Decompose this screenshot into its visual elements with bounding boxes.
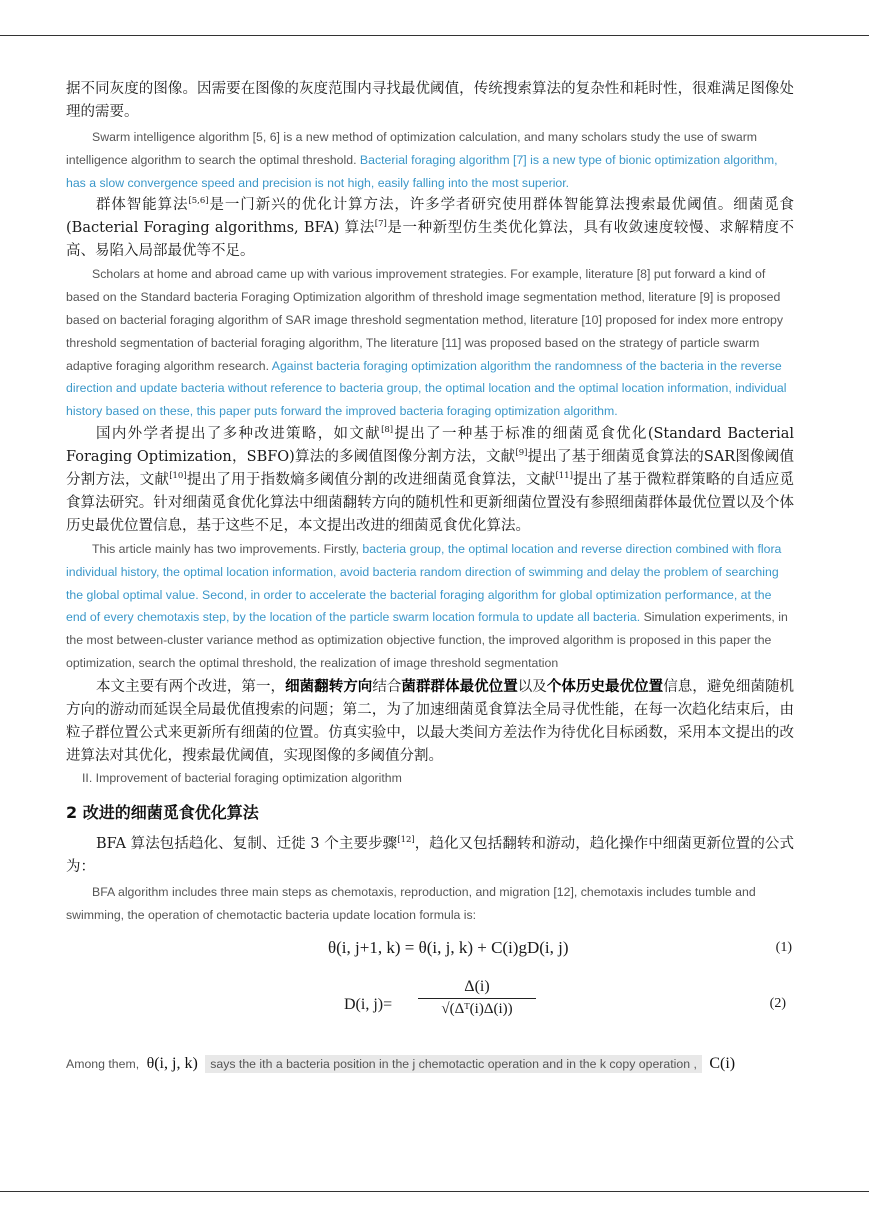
text: II. Improvement of bacterial foraging optimization algorithm <box>82 770 402 785</box>
text: 信息，避免细菌随机方向的游动而延误全局最优值搜索的问题；第二，为了加速细菌觅食算法全局寻优性能，在每一次趋化结束后，由粒子群位置公式来更新所有细菌的位置。仿真实验中，以最大类间方差法作为待优化目标函数，采用本文提出的改进算法对其优化，搜索最优阈值，实现图像的多阈值分割。 <box>66 678 795 764</box>
text: 提出了一种基于标准的细菌觅食优化(Standard Bacterial Foraging Optimization，SBFO)算法的多阈值图像分割方法，文献 <box>66 425 794 465</box>
paragraph-zh-8 <box>66 833 794 879</box>
highlighted-text: Against bacteria foraging optimization algorithm the randomness of the bacteria in the reverse direction and update bacteria without reference to bacteria group, the optimal location and the optimal location information, individual history based on these, this paper puts forward the improved bacteria foraging optimization algorithm. <box>66 358 787 419</box>
citation: [12] <box>397 834 415 845</box>
text: BFA algorithm includes three main steps as chemotaxis, reproduction, and migration [12], chemotaxis includes tumble and swimming, the operation of chemotactic bacteria update location formula is: <box>66 884 756 922</box>
page-content <box>66 78 794 1076</box>
footer-rule <box>0 1191 869 1192</box>
citation: [8] <box>381 425 394 436</box>
text: 是一种新型仿生类优化算法，具有收敛速度较慢、求解精度不高、易陷入局部最优等不足。 <box>66 220 794 260</box>
text: 以及 <box>517 678 547 695</box>
bold-text: 菌群群体最优位置 <box>401 677 518 695</box>
fraction-numerator: Δ(i) <box>418 978 536 999</box>
citation: [11] <box>555 471 573 482</box>
text: 据不同灰度的图像。因需要在图像的灰度范围内寻找最优阈值，传统搜索算法的复杂性和耗时性，很难满足图像处理的需要。 <box>66 81 794 120</box>
equation-number: (1) <box>775 940 792 956</box>
text: 本文主要有两个改进，第一， <box>96 678 286 695</box>
text: ，趋化又包括翻转和游动，趋化操作中细菌更新位置的公式为： <box>66 835 794 875</box>
text: Scholars at home and abroad came up with various improvement strategies. For example, literature [8] put forward a kind of based on the Standard bacteria Foraging Optimization algorithm of threshold image segmentation method, literature [9] is proposed based on bacterial foraging algorithm of SAR image threshold segmentation method, literature [10] proposed for index more entropy threshold segmentation of bacterial foraging algorithm, The literature [11] was proposed based on the strategy of particle swarm adaptive foraging algorithm research. <box>66 267 784 373</box>
text: BFA 算法包括趋化、复制、迁徙 3 个主要步骤 <box>96 835 398 852</box>
highlighted-text: Bacterial foraging algorithm [7] is a new type of bionic optimization algorithm, has a slow convergence speed and precision is not high, easily falling into the most superior. <box>66 152 778 190</box>
highlighted-text: bacteria group, the optimal location and reverse direction combined with flora individual history, the optimal location information, avoid bacteria random direction of swimming and delay the problem of searching the global optimal value. Second, in order to accelerate the bacterial foraging algorithm for global optimization performance, at the end of every chemotaxis step, by the location of the particle swarm location formula to update all bacteria. <box>66 541 782 625</box>
equation-fraction <box>418 978 536 1018</box>
equation-2 <box>66 976 794 1038</box>
section-heading-zh <box>66 800 794 823</box>
text: Among them, <box>66 1057 140 1072</box>
text: 群体智能算法 <box>96 197 189 214</box>
text: 提出了基于细菌觅食算法的SAR图像阈值分割方法，文献 <box>66 448 794 488</box>
text: 2 改进的细菌觅食优化算法 <box>66 802 259 822</box>
text: 提出了基于微粒群策略的自适应觅食算法研究。针对细菌觅食优化算法中细菌翻转方向的随机性和更新细菌位置没有参照细菌群体最优位置以及个体历史最优位置信息，基于这些不足，本文提出改进的细菌觅食优化算法。 <box>66 471 795 534</box>
header-rule <box>0 35 869 36</box>
bold-text: 个体历史最优位置 <box>546 677 664 695</box>
text: Swarm intelligence algorithm [5, 6] is a new method of optimization calculation, and many scholars study the use of swarm intelligence algorithm to search the optimal threshold. <box>66 130 758 167</box>
text: 结合 <box>372 678 402 695</box>
paragraph-zh-7 <box>66 675 794 768</box>
equation-1 <box>66 932 794 970</box>
text: Simulation experiments, in the most between-cluster variance method as optimization objective function, the improved algorithm is proposed in this paper the optimization, search the optimal threshold, the realization of image threshold segmentation <box>66 610 788 670</box>
paragraph-en-2 <box>66 126 794 194</box>
text: This article mainly has two improvements. Firstly, <box>92 541 363 556</box>
highlighted-text: says the ith a bacteria position in the j chemotactic operation and in the k copy operation , <box>205 1055 702 1073</box>
math-symbol: θ(i, j, k) <box>146 1055 198 1073</box>
paragraph-en-9 <box>66 881 794 927</box>
citation: [9] <box>515 448 528 459</box>
citation: [5,6] <box>188 196 209 207</box>
math-symbol: C(i) <box>709 1055 736 1073</box>
section-heading-en <box>66 768 794 788</box>
text: 提出了用于指数熵多阈值分割的改进细菌觅食算法，文献 <box>186 471 556 488</box>
paragraph-en-4 <box>66 263 794 423</box>
text: 是一门新兴的优化计算方法，许多学者研究使用群体智能算法搜索最优阈值。细菌觅食(Bacterial Foraging algorithms, BFA) 算法 <box>66 197 795 237</box>
bold-text: 细菌翻转方向 <box>285 677 373 695</box>
equation-number: (2) <box>769 996 786 1012</box>
paragraph-zh-1 <box>66 78 794 124</box>
text: 国内外学者提出了多种改进策略，如文献 <box>96 425 382 442</box>
citation: [10] <box>169 471 187 482</box>
fraction-denominator: √(Δᵀ(i)Δ(i)) <box>441 1001 513 1018</box>
paragraph-en-6 <box>66 538 794 675</box>
among-them-line <box>66 1052 794 1076</box>
paragraph-zh-5 <box>66 423 794 538</box>
equation-body: θ(i, j+1, k) = θ(i, j, k) + C(i)gD(i, j) <box>328 938 569 958</box>
equation-lhs: D(i, j)= <box>344 996 393 1014</box>
paragraph-zh-3 <box>66 194 794 263</box>
citation: [7] <box>374 219 387 230</box>
